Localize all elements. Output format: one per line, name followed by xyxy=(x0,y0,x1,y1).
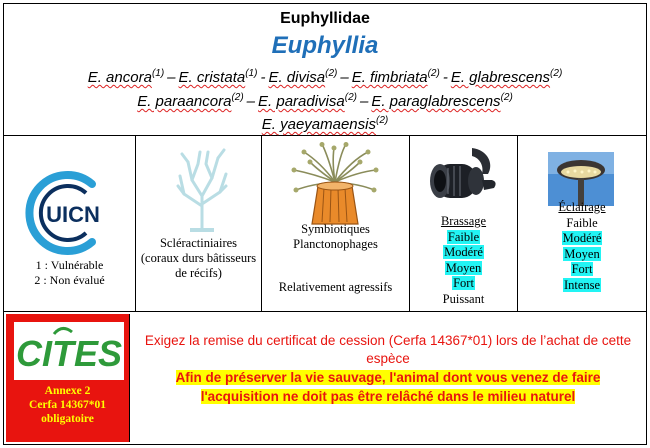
species-reference: (2) xyxy=(550,68,563,79)
certificate-notice: Exigez la remise du certificat de cession (Cerfa 14367*01) lors de l’achat de cette espèce xyxy=(144,333,632,366)
cites-box xyxy=(6,314,130,442)
uicn-logo-text: UICN xyxy=(46,202,100,227)
species-line-1 xyxy=(4,68,646,86)
cites-logo-background xyxy=(14,322,124,380)
species-name-text: E. glabrescens xyxy=(450,69,551,86)
flow-level-label: Modéré xyxy=(444,245,483,259)
release-warning-1 xyxy=(136,369,640,387)
flow-level xyxy=(410,276,517,292)
characteristics-row xyxy=(4,136,646,312)
species-name-text: E. paraglabrescens xyxy=(371,93,501,110)
species-name-text: E. cristata xyxy=(178,69,246,86)
flow-level xyxy=(410,230,517,246)
species-reference: (1) xyxy=(151,68,165,79)
lighting-cell xyxy=(518,136,646,312)
species-name-text: E. ancora xyxy=(87,69,152,86)
cites-logo-icon xyxy=(14,322,124,380)
polyp-icon xyxy=(290,142,380,226)
cites-row xyxy=(4,312,646,444)
release-warning-2-text: l'acquisition ne doit pas être relâché dans le milieu naturel xyxy=(200,389,576,404)
species-header xyxy=(4,4,646,136)
lighting-level xyxy=(518,231,646,247)
lighting-level xyxy=(518,216,646,232)
flow-level xyxy=(410,261,517,277)
species-name xyxy=(262,116,388,133)
species-line-2 xyxy=(4,92,646,110)
flow-level-label: Fort xyxy=(453,276,474,290)
species-reference: (1) xyxy=(245,68,258,79)
uicn-cell xyxy=(4,136,136,312)
flow-level xyxy=(410,245,517,261)
legal-notice xyxy=(136,332,640,406)
species-name-text: E. yaeyamaensis xyxy=(261,116,376,133)
feeding-cell xyxy=(262,136,410,312)
flow-level-label: Faible xyxy=(447,229,480,244)
cites-annex-text xyxy=(6,384,129,426)
species-name xyxy=(258,93,357,110)
release-warning-2 xyxy=(136,388,640,406)
species-name xyxy=(268,69,337,86)
species-name xyxy=(371,93,512,110)
lighting-level-label: Fort xyxy=(571,262,593,276)
species-line-3 xyxy=(4,115,646,133)
species-name xyxy=(137,93,243,110)
feeding-temperament: Relativement agressifs xyxy=(278,280,393,294)
lighting-level-label: Modéré xyxy=(562,231,602,245)
family-name: Euphyllidae xyxy=(280,10,370,27)
uicn-logo-icon xyxy=(22,168,120,258)
species-reference: (2) xyxy=(376,115,389,126)
feeding-diet: Symbiotiques Planctonophages xyxy=(293,222,378,251)
cites-cerfa: Cerfa 14367*01 xyxy=(29,399,106,411)
release-warning-1-text: Afin de préserver la vie sauvage, l'animal dont vous venez de faire xyxy=(175,370,601,385)
cites-annex: Annexe 2 xyxy=(44,385,91,397)
species-name-text: E. paradivisa xyxy=(258,93,345,110)
water-flow-title: Brassage xyxy=(440,214,487,228)
flow-level-label: Puissant xyxy=(442,291,485,306)
coral-type-cell xyxy=(136,136,262,312)
genus-name: Euphyllia xyxy=(271,32,379,59)
lighting-list xyxy=(518,200,646,293)
species-reference: (2) xyxy=(231,92,244,103)
flow-level xyxy=(410,292,517,308)
lighting-level xyxy=(518,262,646,278)
species-name-text: E. paraancora xyxy=(137,93,232,110)
species-name xyxy=(88,69,164,86)
species-separator: - xyxy=(442,69,448,86)
water-flow-cell xyxy=(410,136,518,312)
species-name-text: E. fimbriata xyxy=(351,69,428,86)
water-flow-list xyxy=(410,214,517,307)
species-separator: – xyxy=(246,93,256,110)
wave-pump-icon xyxy=(428,144,500,210)
species-separator: – xyxy=(359,93,369,110)
species-separator: - xyxy=(260,69,266,86)
species-reference: (2) xyxy=(427,68,440,79)
species-name xyxy=(352,69,440,86)
flow-level-label: Moyen xyxy=(445,260,482,275)
lighting-title: Éclairage xyxy=(558,200,606,214)
lighting-level-label: Intense xyxy=(563,277,601,292)
species-separator: – xyxy=(167,69,176,86)
species-separator: – xyxy=(340,69,349,86)
lighting-level-label: Faible xyxy=(566,215,598,230)
species-name-text: E. divisa xyxy=(268,69,326,86)
uicn-status xyxy=(4,258,135,288)
species-reference: (2) xyxy=(500,92,513,103)
species-reference: (2) xyxy=(344,92,357,103)
species-reference: (2) xyxy=(325,68,338,79)
lighting-level xyxy=(518,247,646,263)
cites-logo-text: CITES xyxy=(15,333,123,374)
lighting-level xyxy=(518,278,646,294)
species-name xyxy=(451,69,562,86)
uicn-status-1: 1 : Vulnérable xyxy=(35,258,104,272)
species-sheet xyxy=(3,3,647,445)
led-lamp-icon xyxy=(548,152,614,206)
branching-coral-icon xyxy=(174,146,230,232)
coral-type-text: Scléractiniaires (coraux durs bâtisseurs de récifs) xyxy=(140,236,257,280)
uicn-status-2: 2 : Non évalué xyxy=(34,273,105,287)
lighting-level-label: Moyen xyxy=(564,246,600,261)
cites-mandatory: obligatoire xyxy=(41,413,94,425)
species-name xyxy=(179,69,258,86)
